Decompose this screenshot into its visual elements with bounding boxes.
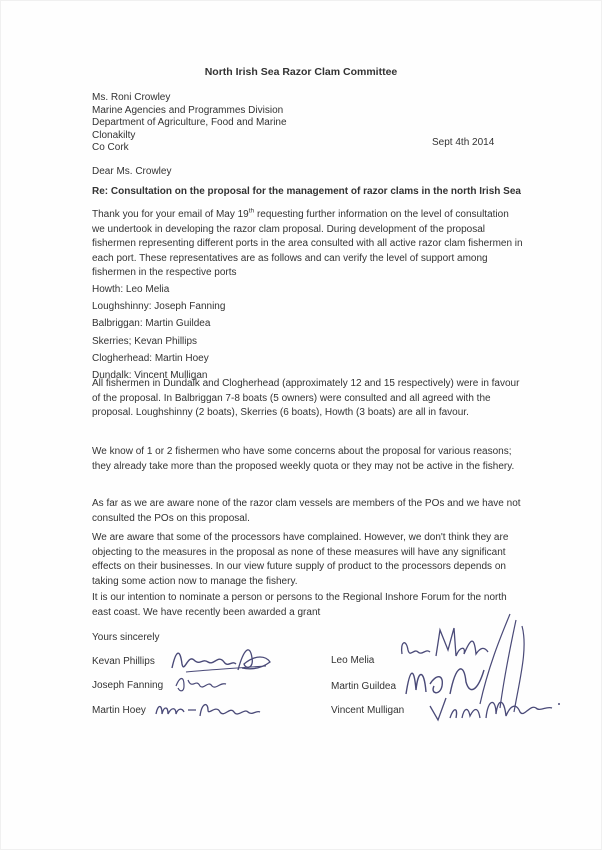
closing: Yours sincerely xyxy=(92,632,160,643)
paragraph-concerns: We know of 1 or 2 fishermen who have some concerns about the proposal for various reasons; they already take more than the proposed weekly quota or they may not be active in the fishery. xyxy=(92,446,515,472)
letterhead: North Irish Sea Razor Clam Committee xyxy=(204,66,398,78)
representative-item: Clogherhead: Martin Hoey xyxy=(92,352,209,364)
signatory-name: Kevan Phillips xyxy=(92,656,155,667)
representative-item: Dundalk: Vincent Mulligan xyxy=(92,370,208,382)
recipient-line: Co Cork xyxy=(92,142,129,154)
representative-item: Howth: Leo Melia xyxy=(92,284,170,295)
signatory-name: Leo Melia xyxy=(331,655,375,666)
intro-superscript: th xyxy=(248,207,255,215)
paragraph-intro xyxy=(92,208,524,281)
subject-line: Re: Consultation on the proposal for the management of razor clams in the north Irish Sea xyxy=(92,186,521,197)
intro-text-a: Thank you for your email of May 19 xyxy=(92,209,249,220)
recipient-line: Ms. Roni Crowley xyxy=(92,92,171,103)
salutation: Dear Ms. Crowley xyxy=(92,166,172,177)
representatives-list xyxy=(92,281,225,384)
representative-item: Skerries; Kevan Phillips xyxy=(92,335,198,347)
representative-item: Balbriggan: Martin Guildea xyxy=(92,318,211,330)
representative-item: Loughshinny: Joseph Fanning xyxy=(92,301,226,313)
paragraph-forum: It is our intention to nominate a person or persons to the Regional Inshore Forum for the north east coast. We have recently been awarded a grant xyxy=(92,592,507,618)
paragraph-pos: As far as we are aware none of the razor clam vessels are members of the POs and we have not consulted the POs on this proposal. xyxy=(92,498,521,524)
signature-vincent-mulligan xyxy=(426,688,566,728)
intro-text-b: requesting further information on the level of consultation we undertook in developing the razor clam proposal. During development of the proposal fishermen representing different ports in the area consulted with all active razor clam fishermen in each port. These representatives are as follows and can verify the level of support among fishermen in the respective ports xyxy=(92,209,523,279)
signatory-name: Martin Guildea xyxy=(331,681,397,692)
letter-date: Sept 4th 2014 xyxy=(432,137,495,148)
paragraph-processors: We are aware that some of the processors have complained. However, we don't think they are objecting to the measures in the proposal as none of these measures will have any significant effects on their businesses. In our view future supply of product to the processors depends on taking some action now to manage the fishery. xyxy=(92,532,509,587)
signatory-name: Joseph Fanning xyxy=(92,680,164,691)
signatory-name: Vincent Mulligan xyxy=(331,705,405,716)
paragraph-support: All fishermen in Dundalk and Clogherhead (approximately 12 and 15 respectively) were in favour of the proposal. In Balbriggan 7-8 boats (5 owners) were consulted and all agreed with the proposal. Loughshinny (2 boats), Skerries (6 boats), Howth (3 boats) are all in favour. xyxy=(92,378,520,419)
recipient-line: Clonakilty xyxy=(92,129,136,141)
signatory-name: Martin Hoey xyxy=(92,705,146,716)
recipient-line: Marine Agencies and Programmes Division xyxy=(92,104,284,116)
signature-joseph-fanning xyxy=(172,672,232,694)
signature-martin-hoey xyxy=(150,696,265,722)
recipient-address xyxy=(92,92,287,155)
recipient-line: Department of Agriculture, Food and Marine xyxy=(92,117,287,129)
